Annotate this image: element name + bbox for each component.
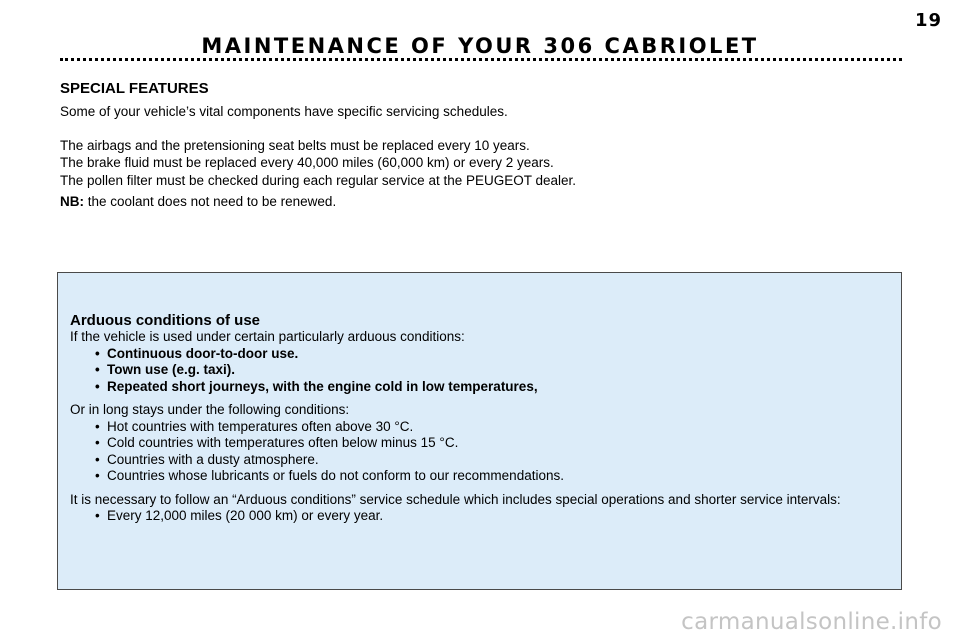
long-stays-intro: Or in long stays under the following conditions:	[70, 402, 350, 417]
nb-note	[60, 193, 900, 211]
schedule-list	[70, 508, 889, 525]
long-stays-list	[70, 419, 889, 485]
title-dotted-rule	[60, 58, 902, 61]
list-item	[95, 435, 889, 452]
list-item-text: Countries whose lubricants or fuels do not conform to our recommendations.	[107, 468, 564, 483]
list-item-text: Town use (e.g. taxi).	[107, 362, 236, 377]
page-title: MAINTENANCE OF YOUR 306 CABRIOLET	[201, 34, 759, 58]
list-item-text: Every 12,000 miles (20 000 km) or every year.	[107, 508, 384, 523]
arduous-conditions-box	[57, 272, 902, 590]
list-item	[95, 468, 889, 485]
replacement-line: The pollen filter must be checked during each regular service at the PEUGEOT dealer.	[60, 172, 577, 188]
bullet-icon: •	[95, 345, 100, 361]
arduous-intro: If the vehicle is used under certain particularly arduous conditions:	[70, 329, 465, 344]
conditions-list	[70, 346, 889, 396]
box-heading: Arduous conditions of use	[70, 312, 260, 329]
nb-label: NB:	[60, 194, 84, 209]
bullet-icon: •	[95, 508, 100, 523]
watermark: carmanualsonline.info	[681, 609, 942, 635]
bullet-icon: •	[95, 451, 100, 467]
list-item	[95, 362, 889, 379]
list-item	[95, 452, 889, 469]
bullet-icon: •	[95, 435, 100, 450]
list-item	[95, 379, 889, 396]
list-item-text: Hot countries with temperatures often above 30 °C.	[107, 418, 414, 434]
bullet-icon: •	[95, 418, 100, 434]
list-item	[95, 346, 889, 363]
replacement-line: The airbags and the pretensioning seat belts must be replaced every 10 years.	[60, 137, 530, 153]
list-item-text: Cold countries with temperatures often below minus 15 °C.	[107, 435, 459, 450]
bullet-icon: •	[95, 362, 100, 377]
nb-text: the coolant does not need to be renewed.	[84, 194, 337, 209]
section-heading: SPECIAL FEATURES	[60, 80, 209, 97]
replacement-line: The brake fluid must be replaced every 40,000 miles (60,000 km) or every 2 years.	[60, 155, 554, 170]
special-features-section	[60, 80, 900, 211]
list-item	[95, 419, 889, 436]
schedule-text: It is necessary to follow an “Arduous conditions” service schedule which includes special operations and shorter service intervals:	[70, 491, 841, 507]
page-number: 19	[914, 10, 942, 31]
bullet-icon: •	[95, 378, 100, 394]
list-item-text: Repeated short journeys, with the engine cold in low temperatures,	[107, 378, 538, 394]
list-item-text: Continuous door-to-door use.	[107, 345, 299, 361]
intro-text: Some of your vehicle’s vital components have specific servicing schedules.	[60, 104, 508, 119]
list-item-text: Countries with a dusty atmosphere.	[107, 451, 319, 467]
bullet-icon: •	[95, 468, 100, 483]
list-item	[95, 508, 889, 525]
